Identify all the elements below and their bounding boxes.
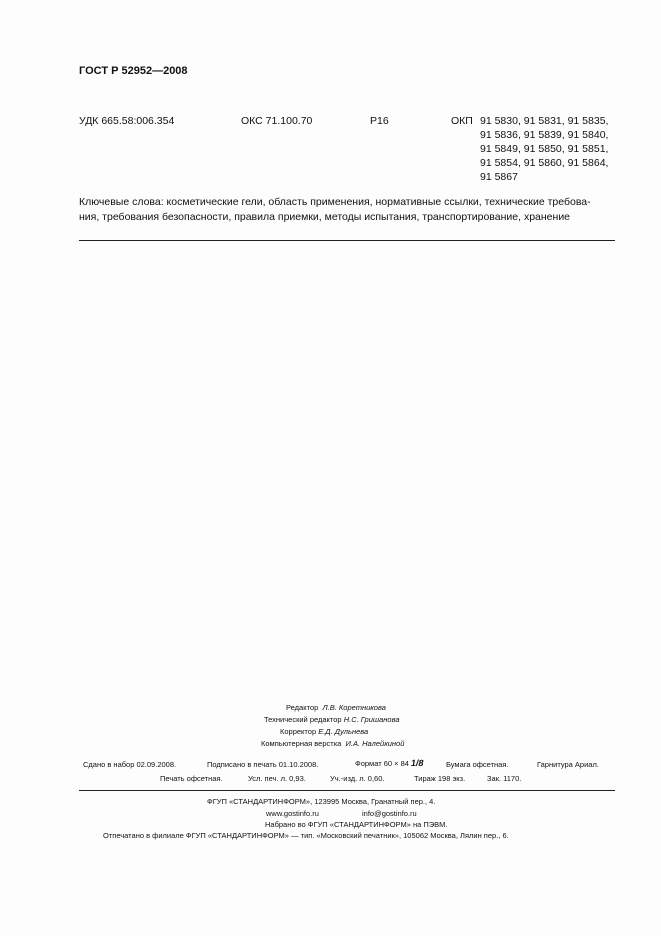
credit-corrector	[280, 727, 368, 736]
credit-name: Н.С. Гришанова	[343, 715, 400, 724]
credit-tech-editor	[264, 715, 400, 724]
format-value: Формат 60 × 84	[355, 759, 409, 768]
okp-line: 91 5836, 91 5839, 91 5840,	[480, 129, 609, 141]
divider	[79, 240, 615, 241]
publisher-web: www.gostinfo.ru	[266, 809, 319, 818]
oks-code: ОКС 71.100.70	[241, 115, 313, 127]
group-code: Р16	[370, 115, 389, 127]
credit-role: Технический редактор	[264, 715, 342, 724]
okp-line: 91 5854, 91 5860, 91 5864,	[480, 157, 609, 169]
publisher-address: ФГУП «СТАНДАРТИНФОРМ», 123995 Москва, Гранатный пер., 4.	[207, 797, 436, 806]
udk-code: УДК 665.58:006.354	[79, 115, 175, 127]
document-code: ГОСТ Р 52952—2008	[79, 65, 188, 77]
okp-label: ОКП	[451, 115, 473, 127]
okp-line: 91 5830, 91 5831, 91 5835,	[480, 115, 609, 127]
imprint-format	[355, 758, 424, 768]
credit-name: И.А. Налейкиной	[345, 739, 405, 748]
keywords-paragraph	[79, 195, 615, 225]
publisher-typeset: Набрано во ФГУП «СТАНДАРТИНФОРМ» на ПЭВМ.	[265, 820, 448, 829]
imprint-edsheets: Уч.-изд. л. 0,60.	[330, 774, 385, 783]
credit-role: Корректор	[280, 727, 317, 736]
imprint-signed: Подписано в печать 01.10.2008.	[207, 760, 319, 769]
credit-name: Л.В. Коретникова	[322, 703, 386, 712]
divider	[79, 790, 615, 791]
credit-editor	[286, 703, 386, 712]
imprint-set: Сдано в набор 02.09.2008.	[83, 760, 177, 769]
credit-layout	[261, 739, 404, 748]
publisher-email: info@gostinfo.ru	[362, 809, 417, 818]
imprint-run: Тираж 198 экз.	[414, 774, 466, 783]
publisher-printed: Отпечатано в филиале ФГУП «СТАНДАРТИНФОРМ» — тип. «Московский печатник», 105062 Москва, Лялин пер., 6.	[103, 831, 509, 840]
imprint-typeface: Гарнитура Ариал.	[537, 760, 599, 769]
okp-codes	[480, 114, 620, 184]
credit-role: Компьютерная верстка	[261, 739, 342, 748]
imprint-paper: Бумага офсетная.	[446, 760, 509, 769]
okp-line: 91 5867	[480, 171, 518, 183]
imprint-order: Зак. 1170.	[487, 774, 522, 783]
okp-line: 91 5849, 91 5850, 91 5851,	[480, 143, 609, 155]
keywords-line: ния, требования безопасности, правила приемки, методы испытания, транспортирование, хранение	[79, 211, 571, 223]
imprint-sheets: Усл. печ. л. 0,93.	[248, 774, 306, 783]
format-fraction: 1/8	[410, 758, 425, 768]
keywords-line: Ключевые слова: косметические гели, область применения, нормативные ссылки, технические требова-	[79, 196, 591, 208]
credit-name: Е.Д. Дульнева	[318, 727, 369, 736]
credit-role: Редактор	[286, 703, 319, 712]
imprint-print: Печать офсетная.	[160, 774, 223, 783]
